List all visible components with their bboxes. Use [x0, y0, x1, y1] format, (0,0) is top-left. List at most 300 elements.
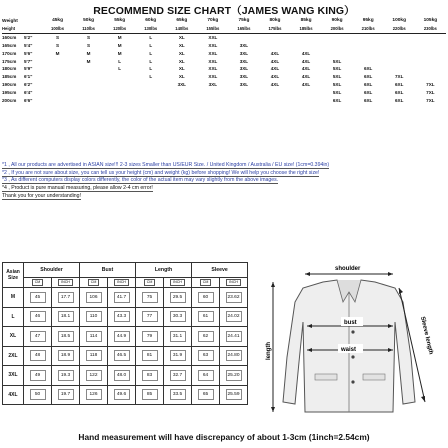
measure-value-cell: [108, 307, 136, 327]
size-cell: [228, 33, 259, 41]
waist-label: waist: [341, 347, 357, 353]
measure-value-cell: [164, 327, 192, 347]
size-cell: XL: [178, 58, 185, 64]
size-cell: XXL: [208, 42, 218, 48]
size-cell: 6XL: [363, 74, 373, 80]
size-cell: M: [55, 50, 60, 56]
weight-kg-cell: 85kg: [300, 18, 312, 23]
size-cell: 5XL: [332, 66, 342, 72]
size-cell: [104, 81, 135, 89]
size-cell: [197, 97, 228, 105]
measure-value-cell: [24, 288, 52, 308]
measure-value-cell: [164, 307, 192, 327]
size-cell: [135, 81, 166, 89]
unit-label: CM: [144, 279, 156, 286]
size-cell: L: [149, 34, 153, 40]
size-cell: XXL: [208, 50, 218, 56]
measure-value: 19.7: [58, 389, 74, 400]
size-cell: [104, 73, 135, 81]
measure-value-cell: [24, 385, 52, 405]
measurement-table: [2, 262, 248, 405]
size-cell: 7XL: [426, 82, 435, 88]
height-cm-cell: 190cm: [2, 82, 17, 88]
size-cell: [259, 89, 290, 97]
weight-lbs-cell: 100lbs: [42, 25, 73, 33]
measure-value: 32.7: [170, 370, 186, 381]
weight-kg-cell: 75kg: [238, 18, 250, 23]
size-cell: 4XL: [270, 74, 280, 80]
measure-value-cell: [52, 288, 80, 308]
size-cell: [73, 89, 104, 97]
size-cell: XL: [178, 34, 185, 40]
size-cell: XXL: [208, 34, 218, 40]
height-cm-cell: 195cm: [2, 90, 17, 96]
measure-value: 48.0: [114, 370, 130, 381]
height-row: [2, 58, 446, 66]
size-cell: M: [86, 58, 91, 64]
unit-row: [3, 278, 248, 288]
measure-value: 46: [30, 311, 46, 322]
size-name-cell: 3XL: [3, 366, 24, 386]
measure-value-cell: [80, 327, 108, 347]
size-cell: L: [149, 66, 153, 72]
weight-lbs-cell: 185lbs: [291, 25, 322, 33]
measure-value: 79: [142, 331, 158, 342]
notes-section: [2, 162, 446, 201]
size-cell: 4XL: [270, 82, 280, 88]
measure-value: 25.20: [226, 370, 242, 381]
measure-value: 31.9: [170, 350, 186, 361]
height-row: [2, 97, 446, 105]
height-ft-cell: 6'1": [24, 74, 33, 80]
height-label: Height: [2, 25, 42, 33]
size-cell: [322, 50, 353, 58]
weight-kg-cell: 95kg: [362, 18, 374, 23]
weight-label: Weight: [2, 18, 18, 24]
size-cell: [135, 97, 166, 105]
measure-value-cell: [52, 366, 80, 386]
weight-lbs-cell: 140lbs: [166, 25, 197, 33]
weight-lbs-cell: 120lbs: [104, 25, 135, 33]
measure-value: 77: [142, 311, 158, 322]
weight-kg-cell: 60kg: [145, 18, 157, 23]
measure-value-cell: [24, 327, 52, 347]
measure-header-length: Length: [136, 263, 192, 278]
weight-lbs-cell: 130lbs: [135, 25, 166, 33]
size-label: Size: [7, 275, 18, 281]
size-cell: M: [86, 50, 91, 56]
garment-diagram: [253, 262, 445, 427]
size-cell: 5XL: [332, 58, 342, 64]
size-cell: 6XL: [395, 90, 404, 96]
measure-value: 64: [198, 370, 214, 381]
measure-value-cell: [220, 366, 248, 386]
height-ft-cell: 6'4": [24, 90, 33, 96]
size-cell: [135, 89, 166, 97]
measure-value: 118: [86, 350, 102, 361]
size-cell: 6XL: [332, 98, 342, 104]
measure-value: 33.5: [170, 389, 186, 400]
size-cell: 6XL: [395, 82, 404, 88]
size-cell: 3XL: [177, 82, 186, 88]
height-row: [2, 33, 446, 41]
measure-value: 24.80: [226, 350, 242, 361]
size-cell: [384, 42, 415, 50]
size-cell: [353, 58, 384, 66]
measure-value: 24.41: [226, 331, 242, 342]
measure-value: 110: [86, 311, 102, 322]
unit-cell: [108, 278, 136, 288]
size-cell: S: [87, 42, 91, 48]
size-cell: 3XL: [239, 50, 249, 56]
measure-value-cell: [220, 327, 248, 347]
measure-value: 29.5: [170, 292, 186, 303]
size-cell: XXL: [208, 74, 218, 80]
size-cell: [166, 89, 197, 97]
size-cell: XL: [178, 50, 185, 56]
table-row: [3, 307, 248, 327]
measure-value: 62: [198, 331, 214, 342]
measure-value: 122: [86, 370, 102, 381]
measure-value-cell: [136, 385, 164, 405]
size-cell: 6XL: [363, 98, 373, 104]
measure-value-cell: [52, 327, 80, 347]
size-cell: S: [87, 34, 91, 40]
unit-cell: [80, 278, 108, 288]
measure-value-cell: [80, 307, 108, 327]
size-name-cell: L: [3, 307, 24, 327]
size-cell: [228, 89, 259, 97]
size-cell: [259, 42, 290, 50]
size-cell: [197, 89, 228, 97]
size-cell: 7XL: [395, 74, 404, 80]
note-line: [2, 170, 446, 178]
size-cell: [384, 65, 415, 73]
measure-value: 41.7: [114, 292, 130, 303]
unit-label: INCH: [170, 279, 185, 286]
height-ft-cell: 6'6": [24, 98, 33, 104]
size-cell: L: [149, 58, 153, 64]
measure-value: 85: [142, 389, 158, 400]
unit-cell: [192, 278, 220, 288]
note-text: Thank you for your understanding!: [2, 192, 82, 199]
measure-value: 23.62: [226, 292, 242, 303]
measure-value: 83: [142, 370, 158, 381]
measure-header-shoulder: Shoulder: [24, 263, 80, 278]
unit-label: INCH: [114, 279, 129, 286]
size-cell: XXL: [208, 66, 218, 72]
size-cell: XXL: [208, 58, 218, 64]
size-cell: 3XL: [239, 42, 249, 48]
measure-value-cell: [24, 366, 52, 386]
size-cell: 3XL: [239, 82, 249, 88]
measure-value-cell: [52, 346, 80, 366]
measure-value-cell: [80, 346, 108, 366]
unit-label: CM: [200, 279, 212, 286]
size-cell: [42, 73, 73, 81]
size-cell: 4XL: [301, 74, 311, 80]
size-cell: 4XL: [301, 82, 311, 88]
measure-value-cell: [80, 385, 108, 405]
measure-value: 44.9: [114, 331, 130, 342]
measure-value: 18.5: [58, 331, 74, 342]
size-cell: L: [118, 66, 122, 72]
weight-kg-cell: 80kg: [269, 18, 281, 23]
shoulder-label: shoulder: [335, 266, 361, 272]
size-cell: L: [149, 50, 153, 56]
unit-label: CM: [32, 279, 44, 286]
asian-size-corner: [3, 263, 24, 288]
size-cell: [322, 42, 353, 50]
size-cell: [104, 89, 135, 97]
size-cell: 4XL: [301, 58, 311, 64]
weight-lbs-cell: 210lbs: [353, 25, 384, 33]
footer-note: Hand measurement will have discrepancy of about 1-3cm (1inch=2.54cm): [78, 432, 370, 442]
height-cm-cell: 170cm: [2, 50, 17, 56]
measure-value-cell: [136, 327, 164, 347]
weight-kg-cell: 105kg: [423, 18, 438, 23]
measure-value-cell: [192, 366, 220, 386]
measure-value: 24.02: [226, 311, 242, 322]
size-cell: 4XL: [270, 50, 280, 56]
size-cell: [291, 42, 322, 50]
asian-label: Asian: [6, 268, 20, 275]
size-cell: M: [117, 42, 122, 48]
size-cell: 6XL: [363, 90, 373, 96]
size-cell: [415, 42, 446, 50]
unit-label: CM: [88, 279, 100, 286]
weight-lbs-cell: 220lbs: [384, 25, 415, 33]
weight-kg-cell: 45kg: [52, 18, 63, 23]
measure-value-cell: [192, 288, 220, 308]
measure-header-bust: Bust: [80, 263, 136, 278]
size-cell: 5XL: [332, 90, 342, 96]
coat-measurement-illustration: [253, 262, 445, 427]
height-ft-cell: 6'2": [24, 82, 33, 88]
size-name-cell: 4XL: [3, 385, 24, 405]
weight-kg-cell: 65kg: [176, 18, 188, 23]
size-cell: L: [149, 42, 153, 48]
measure-value: 45: [30, 292, 46, 303]
size-cell: XL: [178, 74, 185, 80]
size-cell: [322, 33, 353, 41]
measure-value-cell: [136, 366, 164, 386]
size-cell: [228, 97, 259, 105]
measure-value: 49.6: [114, 389, 130, 400]
length-label: length: [266, 342, 272, 360]
size-cell: [73, 65, 104, 73]
measure-value: 46.5: [114, 350, 130, 361]
note-text: *4 , Product is pure manual measuring, please allow 2-4 cm error!: [2, 185, 153, 192]
size-cell: [353, 50, 384, 58]
note-line: [2, 185, 446, 193]
size-cell: 3XL: [208, 82, 218, 88]
measure-value-cell: [136, 346, 164, 366]
measure-header-sleeve: Sleeve: [192, 263, 248, 278]
size-cell: [42, 81, 73, 89]
size-cell: [291, 33, 322, 41]
size-cell: [384, 50, 415, 58]
measure-value-cell: [192, 327, 220, 347]
height-row: [2, 65, 446, 73]
note-text: *2 , If you are not sure about size, you can tell us your height (cm) and weight (kg) before shopping! We will help you choose the right size!: [2, 169, 320, 176]
size-cell: 6XL: [363, 82, 373, 88]
height-cm-cell: 185cm: [2, 74, 17, 80]
measure-value-cell: [136, 288, 164, 308]
size-cell: [415, 33, 446, 41]
size-cell: XL: [178, 66, 185, 72]
measure-value-cell: [108, 366, 136, 386]
unit-cell: [24, 278, 52, 288]
table-row: [3, 327, 248, 347]
unit-cell: [136, 278, 164, 288]
measure-value-cell: [136, 307, 164, 327]
weight-lbs-cell: 155lbs: [197, 25, 228, 33]
height-row: [2, 50, 446, 58]
weight-lbs-cell: 175lbs: [259, 25, 290, 33]
weight-lbs-cell: 110lbs: [73, 25, 104, 33]
measure-value: 63: [198, 350, 214, 361]
weight-lbs-cell: 165lbs: [228, 25, 259, 33]
table-row: [3, 346, 248, 366]
weight-kg-cell: 70kg: [207, 18, 219, 23]
height-ft-cell: 5'2": [24, 34, 33, 40]
measure-value-cell: [52, 307, 80, 327]
measure-value: 18.9: [58, 350, 74, 361]
size-cell: M: [117, 50, 122, 56]
size-cell: [415, 58, 446, 66]
measure-value-cell: [220, 385, 248, 405]
height-cm-cell: 180cm: [2, 66, 17, 72]
size-cell: [415, 73, 446, 81]
measure-value-cell: [164, 346, 192, 366]
measure-value: 75: [142, 292, 158, 303]
table-row: [3, 385, 248, 405]
measure-value-cell: [192, 346, 220, 366]
measure-value-cell: [220, 346, 248, 366]
recommend-size-table: [2, 17, 446, 105]
measure-value: 49: [30, 370, 46, 381]
size-cell: 4XL: [301, 66, 311, 72]
note-text: *3 , As different computers display colors differently, the color of the actual item may vary slightly from the above images.: [2, 177, 279, 184]
size-name-cell: 2XL: [3, 346, 24, 366]
size-cell: 3XL: [239, 58, 249, 64]
height-cm-cell: 200cm: [2, 98, 17, 104]
measure-value-cell: [24, 346, 52, 366]
measure-value: 30.3: [170, 311, 186, 322]
measure-value: 61: [198, 311, 214, 322]
weight-lbs-cell: 230lbs: [415, 25, 446, 33]
size-cell: 4XL: [270, 66, 280, 72]
measure-header-row: [3, 263, 248, 278]
size-cell: [291, 89, 322, 97]
measure-value: 19.3: [58, 370, 74, 381]
measure-value: 65: [198, 389, 214, 400]
size-cell: XL: [178, 42, 185, 48]
size-cell: [384, 33, 415, 41]
height-row: [2, 81, 446, 89]
size-cell: 4XL: [301, 50, 311, 56]
size-cell: [259, 97, 290, 105]
size-cell: [73, 81, 104, 89]
measure-value-cell: [108, 288, 136, 308]
bust-label: bust: [344, 320, 357, 326]
measure-value-cell: [108, 346, 136, 366]
recommend-size-chart: [2, 17, 446, 105]
size-name-cell: M: [3, 288, 24, 308]
size-cell: L: [149, 74, 153, 80]
measure-value-cell: [164, 366, 192, 386]
size-cell: 6XL: [395, 98, 404, 104]
chart-title: RECOMMEND SIZE CHART（JAMES WANG KING）: [93, 5, 355, 17]
size-name-cell: XL: [3, 327, 24, 347]
unit-cell: [220, 278, 248, 288]
measure-value: 18.1: [58, 311, 74, 322]
measure-value: 81: [142, 350, 158, 361]
weight-kg-cell: 90kg: [331, 18, 343, 23]
size-cell: [42, 65, 73, 73]
size-cell: [42, 58, 73, 66]
measure-value: 106: [86, 292, 102, 303]
size-cell: M: [117, 34, 122, 40]
measure-value: 50: [30, 389, 46, 400]
size-cell: 5XL: [332, 82, 342, 88]
weight-kg-cell: 100kg: [392, 18, 407, 23]
measure-value: 126: [86, 389, 102, 400]
size-cell: [259, 33, 290, 41]
measure-value-cell: [220, 307, 248, 327]
measurement-chart: [2, 262, 247, 405]
size-cell: [42, 89, 73, 97]
size-cell: S: [55, 34, 60, 40]
weight-kg-cell: 50kg: [83, 18, 95, 23]
note-line: [2, 177, 446, 185]
height-row: [2, 42, 446, 50]
size-cell: [73, 97, 104, 105]
sleeve-length-label: Sleeve length: [419, 316, 434, 356]
size-cell: 3XL: [239, 74, 249, 80]
weight-kg-cell: 55kg: [114, 18, 126, 23]
note-line: [2, 193, 446, 201]
size-cell: [291, 97, 322, 105]
weight-kg-row: [2, 17, 446, 25]
height-ft-cell: 5'6": [24, 50, 33, 56]
unit-label: INCH: [58, 279, 73, 286]
unit-cell: [52, 278, 80, 288]
height-row: [2, 89, 446, 97]
measure-value-cell: [192, 307, 220, 327]
measure-value: 25.59: [226, 389, 242, 400]
size-cell: 3XL: [239, 66, 249, 72]
measure-value-cell: [108, 385, 136, 405]
size-cell: S: [55, 42, 60, 48]
measure-value-cell: [52, 385, 80, 405]
measure-value: 31.1: [170, 331, 186, 342]
size-cell: 5XL: [332, 74, 342, 80]
size-cell: L: [118, 58, 122, 64]
unit-cell: [164, 278, 192, 288]
measure-value: 60: [198, 292, 214, 303]
table-row: [3, 366, 248, 386]
measure-value-cell: [220, 288, 248, 308]
weight-lbs-cell: 200lbs: [322, 25, 353, 33]
size-cell: [166, 97, 197, 105]
size-cell: 7XL: [426, 90, 435, 96]
size-cell: [353, 33, 384, 41]
size-cell: 7XL: [426, 98, 435, 104]
height-ft-cell: 5'9": [24, 66, 33, 72]
size-cell: [104, 97, 135, 105]
